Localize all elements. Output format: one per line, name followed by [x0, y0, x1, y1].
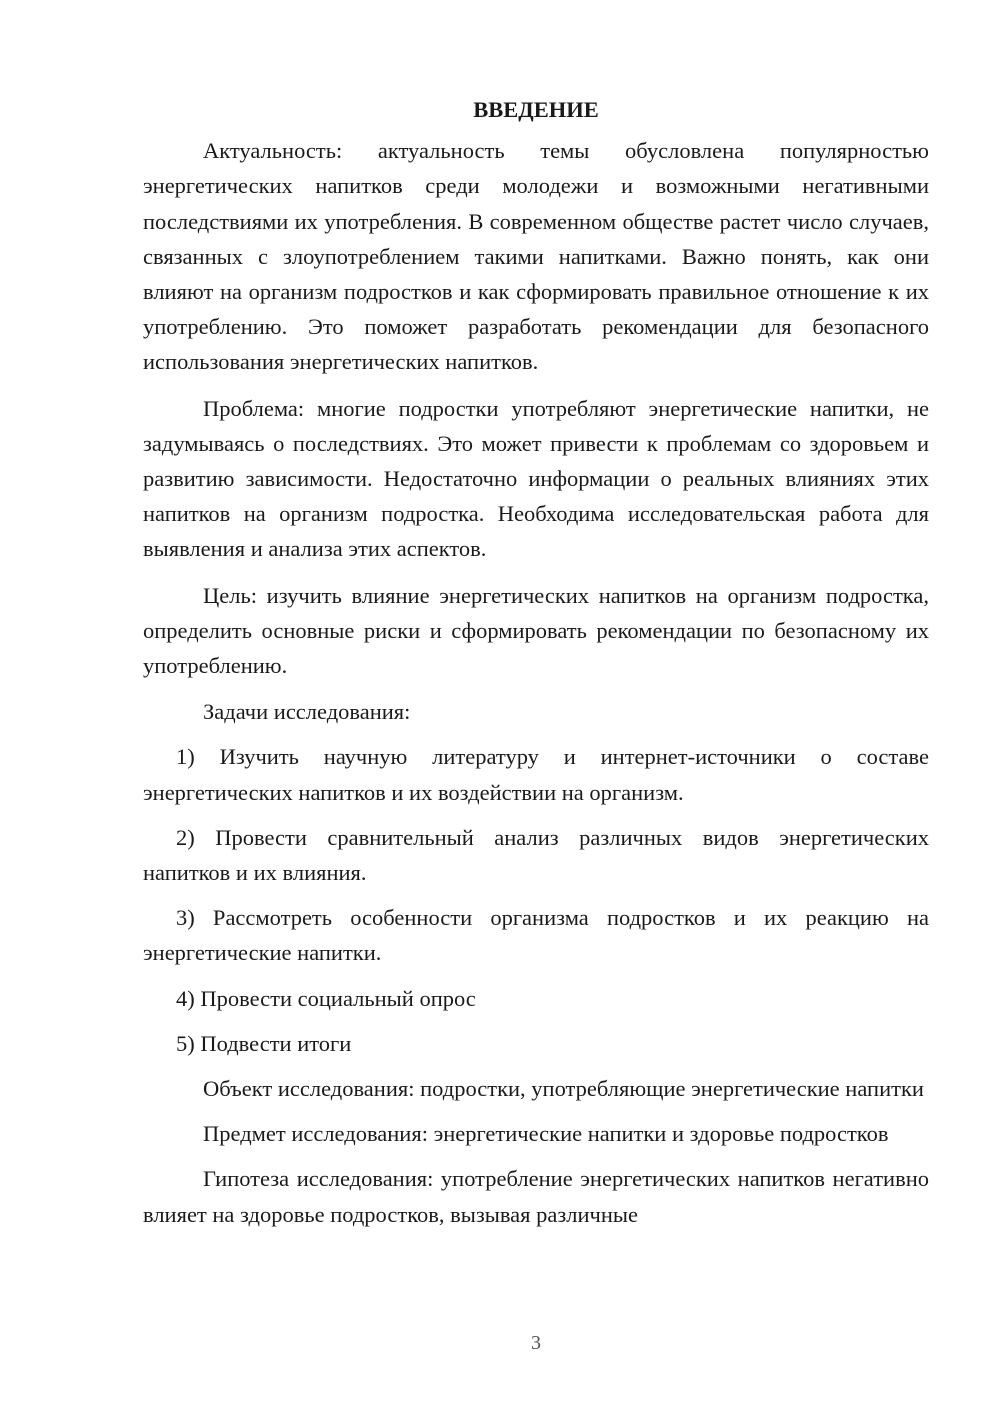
tasks-heading: Задачи исследования:: [203, 699, 411, 725]
task-item-4: 4) Провести социальный опрос: [176, 985, 476, 1011]
task-item-3: 3) Рассмотреть особенности организма подростков и их реакцию на энергетические напитки.: [143, 905, 929, 966]
task-item-1: 1) Изучить научную литературу и интернет-источники о составе энергетических напитков и их воздействии на организм.: [143, 744, 929, 805]
goal-paragraph: Цель: изучить влияние энергетических напитков на организм подростка, определить основные риски и сформировать рекомендации по безопасному их употреблению.: [143, 582, 929, 679]
page-content: [143, 92, 929, 1242]
problem-paragraph: Проблема: многие подростки употребляют энергетические напитки, не задумываясь о последствиях. Это может привести к проблемам со здоровьем и развитию зависимости. Недостаточно информации о реальных влияниях этих напитков на организм подростка. Необходима исследовательская работа для выявления и анализа этих аспектов.: [143, 395, 929, 562]
subject-paragraph: Предмет исследования: энергетические напитки и здоровье подростков: [203, 1121, 889, 1147]
object-paragraph: Объект исследования: подростки, употребляющие энергетические напитки: [203, 1076, 924, 1102]
task-item-5: 5) Подвести итоги: [176, 1030, 352, 1056]
section-heading: ВВЕДЕНИЕ: [473, 97, 599, 122]
relevance-paragraph: Актуальность: актуальность темы обусловлена популярностью энергетических напитков среди молодежи и возможными негативными последствиями их употребления. В современном обществе растет число случаев, связанных с злоупотреблением такими напитками. Важно понять, как они влияют на организм подростков и как сформировать правильное отношение к их употреблению. Это поможет разработать рекомендации для безопасного использования энергетических напитков.: [143, 138, 929, 375]
page-number: 3: [531, 1332, 541, 1354]
task-item-2: 2) Провести сравнительный анализ различных видов энергетических напитков и их влияния.: [143, 824, 929, 886]
hypothesis-paragraph: Гипотеза исследования: употребление энергетических напитков негативно влияет на здоровье подростков, вызывая различные: [143, 1166, 929, 1227]
